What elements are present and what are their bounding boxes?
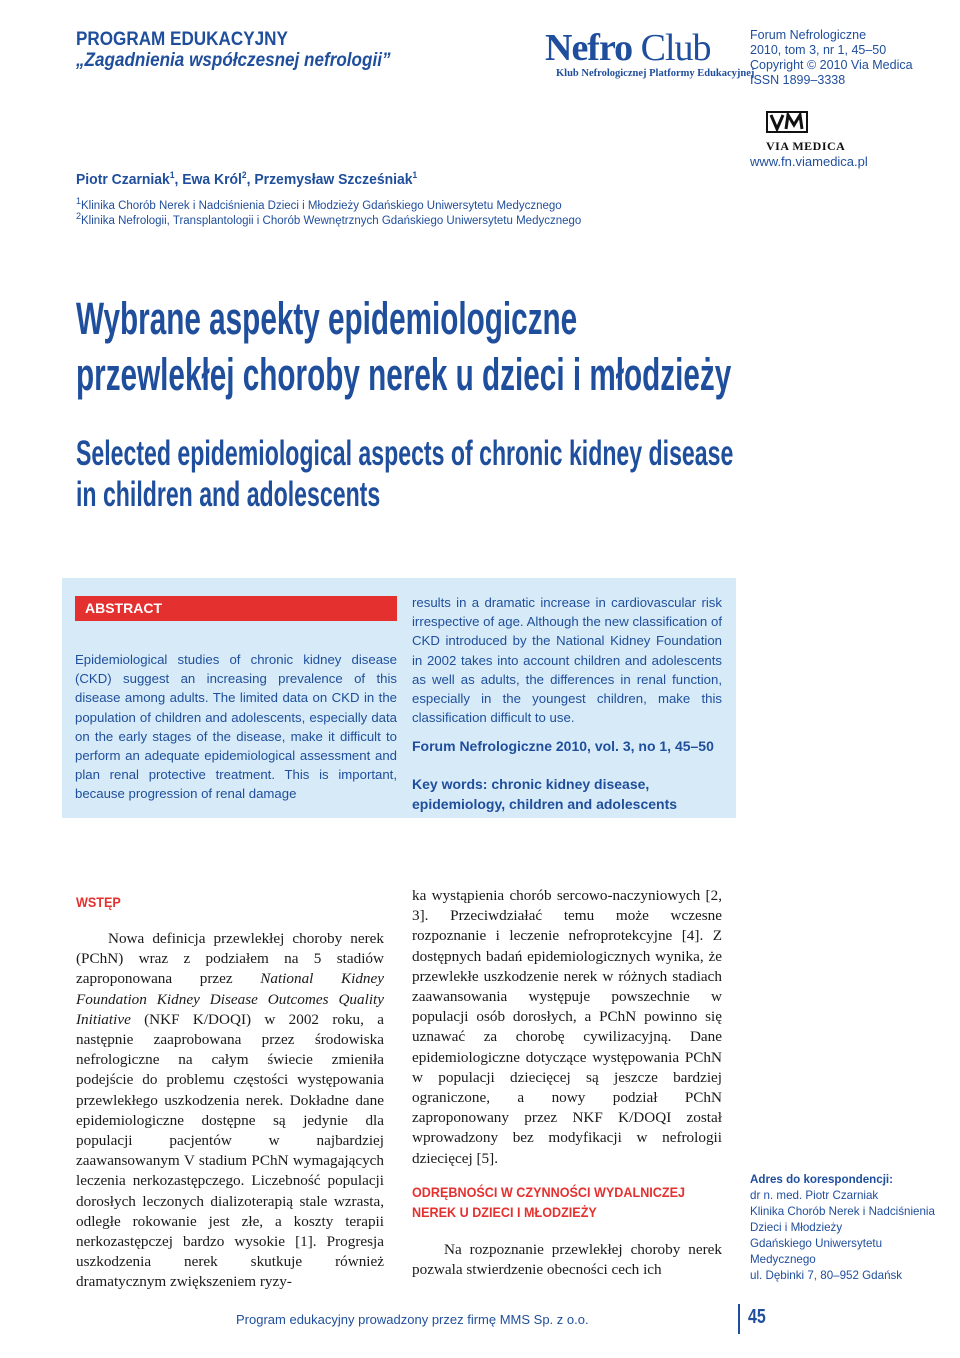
logo-subtitle: Klub Nefrologicznej Platformy Edukacyjnej — [556, 68, 755, 79]
journal-line: Forum Nefrologiczne — [750, 28, 867, 42]
body-text: (NKF K/DOQI) w 2002 roku, a następnie zaaprobowana przez środowiska nefrologiczne na całym świecie zmieniła podejście do problemu częstości występowania przewlekłego uszkodzenia nerek. Dokładne dane epidemiologiczne dostępne są jedynie dla populacji pacjentów w najbardziej zaawansowanym V stadium PChN wymagających leczenia nerkozastępczego. Liczebność populacji dorosłych leczonych dializoterapią stale wzrasta, odległe rokowanie jest złe, a koszty terapii nerkozastępczej bardzo wysokie [1]. Progresja uszkodzenia nerek skutkuje również dramatycznym zwiększeniem ryzy- — [76, 1010, 384, 1291]
correspondence-line: Klinika Chorób Nerek i Nadciśnienia — [750, 1205, 935, 1218]
journal-info — [750, 28, 950, 88]
website-link[interactable]: www.fn.viamedica.pl — [750, 154, 868, 169]
affiliation-text: Klinika Nefrologii, Transplantologii i Chorób Wewnętrznych Gdańskiego Uniwersytetu Medycznego — [81, 214, 582, 227]
body-text-italic: National Kidney Foundation Kidney Disease Outcomes Quality Initiative — [76, 970, 384, 1028]
logo-name — [545, 28, 711, 68]
correspondence-address — [750, 1172, 950, 1284]
author-sup: 2 — [241, 170, 247, 180]
via-medica-logo — [766, 111, 846, 153]
abstract-keywords: Key words: chronic kidney disease, epidemiology, children and adolescents — [412, 776, 678, 812]
correspondence-heading: Adres do korespondencji: — [750, 1173, 894, 1186]
body-paragraph: ka wystąpienia chorób sercowo-naczyniowych [2, 3]. Przeciwdziałać temu może wczesne rozpoznanie i leczenie nefroprotekcyjne [4]. Z dostępnych badań epidemiologicznych wynika, że przewlekłe uszkodzenie nerek w różnych stadiach zaawansowania występuje powszechnie w populacji osób dorosłych, a PChN powinno się uznawać za chorobę cywilizacyjną. Dane epidemiologiczne dotyczące występowania PChN w populacji dziecięcej są jeszcze bardziej ograniczone, a nowy podział PChN zaproponowany przez NKF K/DOQI został wprowadzony bez modyfikacji w nefrologii dziecięcej [5]. — [412, 887, 722, 1167]
author-sup: 1 — [412, 170, 418, 180]
author-name: , Ewa Król — [174, 171, 242, 188]
body-paragraph: Na rozpoznanie przewlekłej choroby nerek pozwala stwierdzenie obecności cech ich — [412, 1241, 722, 1279]
affiliation-text: Klinika Chorób Nerek i Nadciśnienia Dzieci i Młodzieży Gdańskiego Uniwersytetu Medycznego — [81, 199, 562, 212]
nefro-club-logo — [545, 27, 755, 79]
page-number: 45 — [748, 1306, 766, 1328]
section-heading-odrebnosci-line2: NEREK U DZIECI I MŁODZIEŻY — [412, 1204, 597, 1220]
author-name: Piotr Czarniak — [76, 171, 170, 188]
abstract-heading: ABSTRACT — [75, 596, 397, 621]
affiliation — [76, 211, 581, 227]
logo-name-nefro: Nefro — [545, 27, 633, 69]
journal-line: ISSN 1899–3338 — [750, 73, 846, 87]
title-polish-line1: Wybrane aspekty epidemiologiczne — [76, 293, 578, 344]
abstract-text-right: results in a dramatic increase in cardiovascular risk irrespective of age. Although the new classification of CKD introduced by the National Kidney Foundation in 2002 takes into account children and adolescents as well as adults, the differences in renal function, especially in the youngest children, make this classification difficult to use. — [412, 595, 722, 726]
vm-logo-icon — [766, 111, 808, 133]
journal-line: Copyright © 2010 Via Medica — [750, 58, 913, 72]
logo-name-club: Club — [632, 27, 711, 69]
title-english-line1: Selected epidemiological aspects of chronic kidney disease — [76, 434, 734, 473]
abstract-text-left: Epidemiological studies of chronic kidney disease (CKD) suggest an increasing prevalence of this disease among adults. The limited data on CKD in the population of children and adolescents, especially data on the early stages of the disease, make it difficult to perform an adequate epidemiological assessment and plan renal protective treatment. This is important, because progression of renal damage — [75, 652, 397, 802]
program-subtitle: „Zagadnienia współczesnej nefrologii” — [76, 50, 391, 71]
publisher-name: VIA MEDICA — [766, 139, 846, 153]
affiliation-sup: 2 — [76, 211, 82, 221]
correspondence-line: Gdańskiego Uniwersytetu Medycznego — [750, 1237, 883, 1266]
author-name: , Przemysław Szcześniak — [246, 171, 413, 188]
abstract-box — [62, 578, 736, 818]
abstract-citation: Forum Nefrologiczne 2010, vol. 3, no 1, 45–50 — [412, 738, 714, 754]
program-header — [76, 30, 496, 72]
affiliation — [76, 196, 562, 212]
body-text: Nowa definicja przewlekłej choroby nerek (PChN) wraz z podziałem na 5 stadiów zaproponowana przez — [76, 930, 384, 988]
footer-text: Program edukacyjny prowadzony przez firmę MMS Sp. z o.o. — [236, 1312, 589, 1327]
correspondence-line: ul. Dębinki 7, 80–952 Gdańsk — [750, 1269, 903, 1282]
author-sup: 1 — [169, 170, 175, 180]
title-english-line2: in children and adolescents — [76, 475, 381, 514]
correspondence-line: dr n. med. Piotr Czarniak — [750, 1189, 879, 1202]
journal-line: 2010, tom 3, nr 1, 45–50 — [750, 43, 887, 57]
section-heading-odrebnosci: ODRĘBNOŚCI W CZYNNOŚCI WYDALNICZEJ — [412, 1184, 686, 1200]
body-paragraph — [76, 929, 384, 1293]
correspondence-line: Dzieci i Młodzieży — [750, 1221, 843, 1234]
program-title: PROGRAM EDUKACYJNY — [76, 29, 288, 50]
title-polish-line2: przewlekłej choroby nerek u dzieci i młodzieży — [76, 349, 732, 400]
affiliation-sup: 1 — [76, 196, 82, 206]
page-number-divider — [738, 1304, 740, 1334]
author-list — [76, 170, 417, 188]
section-heading-wstep: WSTĘP — [76, 894, 121, 910]
